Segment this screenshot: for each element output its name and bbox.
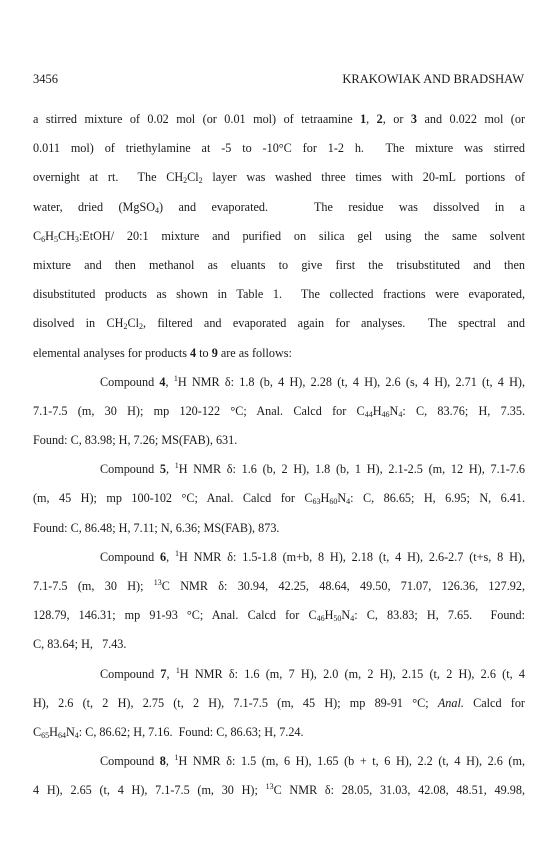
text-line: Compound 7, $^1$H NMR δ: 1.6 (m, 7 H), 2.0 (m, 2 H), 2.15 (t, 2 H), 2.6 (t, 4 — [100, 665, 525, 681]
text-line: a stirred mixture of 0.02 mol (or 0.01 mol) of tetraamine 1, 2, or 3 and 0.022 mol (or — [33, 112, 526, 126]
text-line: Found: C, 86.48; H, 7.11; N, 6.36; MS(FAB), 873. — [33, 520, 280, 535]
running-title: KRAKOWIAK AND BRADSHAW — [342, 72, 524, 86]
text-line: Compound 8, $^1$H NMR δ: 1.5 (m, 6 H), 1.65 (b + t, 6 H), 2.2 (t, 4 H), 2.6 (m, — [100, 753, 525, 769]
text-line: overnight at rt. The $CH_2Cl_2$ layer was washed three times with 20-mL portions of — [33, 170, 525, 186]
text-line: 7.1-7.5 (m, 30 H); $^{13}$C NMR δ: 30.94, 42.25, 48.64, 49.50, 71.07, 126.36, 127.92, — [33, 578, 525, 593]
running-header — [33, 72, 524, 87]
text-line: mixture and then methanol as eluants to give first the trisubstituted and then — [33, 257, 525, 272]
text-line: 4 H), 2.65 (t, 4 H), 7.1-7.5 (m, 30 H); $^{13}$C NMR δ: 28.05, 31.03, 42.08, 48.51, 49.98, — [33, 782, 525, 798]
page-number: 3456 — [33, 72, 58, 86]
text-line: 0.011 mol) of triethylamine at -5 to -10°C for 1-2 h. The mixture was stirred — [33, 141, 525, 156]
text-line: Found: C, 83.98; H, 7.26; MS(FAB), 631. — [33, 433, 238, 448]
text-line: water, dried (MgSO$_4$) and evaporated. The residue was dissolved in a — [33, 199, 526, 215]
text-line: 128.79, 146.31; mp 91-93 °C; Anal. Calcd for $C_{46}H_{50}N_4$: C, 83.83; H, 7.65. Found: — [33, 608, 525, 624]
text-line: elemental analyses for products 4 to 9 are as follows: — [33, 345, 292, 360]
text-line: disubstituted products as shown in Table 1. The collected fractions were evaporated, — [33, 287, 525, 302]
text-line: $C_6H_5CH_3:EtOH/$ 20:1 mixture and purified on silica gel using the same solvent — [33, 228, 525, 244]
text-line: Compound 5, $^1$H NMR δ: 1.6 (b, 2 H), 1.8 (b, 1 H), 2.1-2.5 (m, 12 H), 7.1-7.6 — [100, 461, 525, 477]
text-line: Compound 4, $^1$H NMR δ: 1.8 (b, 4 H), 2.28 (t, 4 H), 2.6 (s, 4 H), 2.71 (t, 4 H), — [100, 373, 526, 389]
text-line: C, 83.64; H, 7.43. — [33, 637, 127, 652]
text-line: $C_{65}H_{64}N_4$: C, 86.62; H, 7.16. Found: C, 86.63; H, 7.24. — [33, 724, 304, 740]
text-line: H), 2.6 (t, 2 H), 2.75 (t, 2 H), 7.1-7.5 (m, 45 H); mp 89-91 °C; Anal. Calcd for — [33, 695, 525, 710]
text-line: 7.1-7.5 (m, 30 H); mp 120-122 °C; Anal. Calcd for $C_{44}H_{46}N_4$: C, 83.76; H, 7.35. — [33, 403, 525, 419]
text-line: disolved in $CH_2Cl_2$, filtered and evaporated again for analyses. The spectral and — [33, 316, 525, 332]
text-line: (m, 45 H); mp 100-102 °C; Anal. Calcd for $C_{63}H_{60}N_4$: C, 86.65; H, 6.95; N, 6.41. — [33, 491, 526, 507]
body-text — [33, 110, 525, 811]
text-line: Compound 6, $^1$H NMR δ: 1.5-1.8 (m+b, 8 H), 2.18 (t, 4 H), 2.6-2.7 (t+s, 8 H), — [100, 548, 526, 564]
